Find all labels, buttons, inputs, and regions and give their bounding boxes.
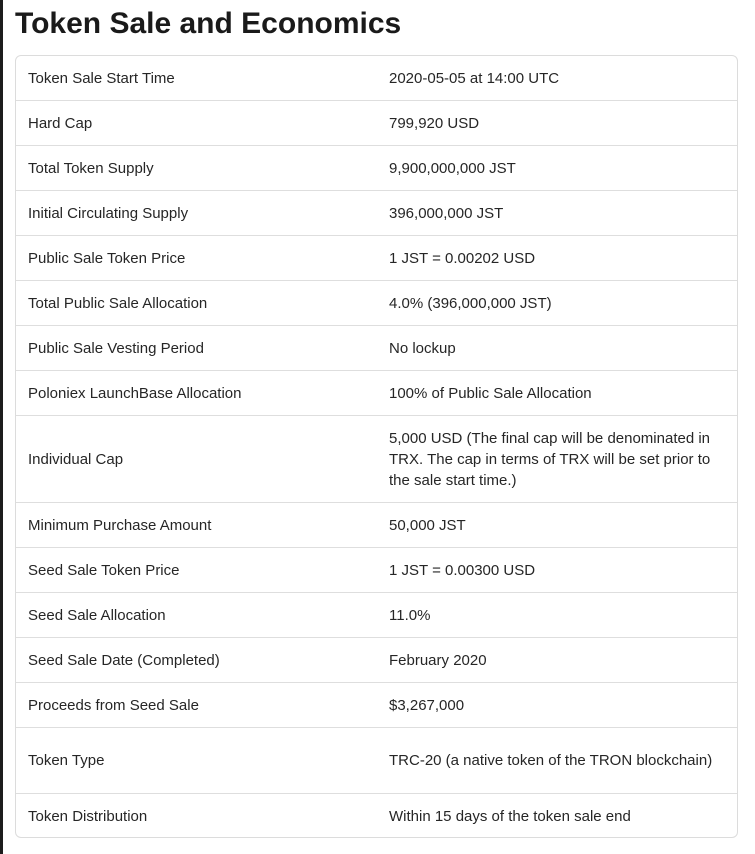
row-label: Total Token Supply [28, 159, 154, 177]
row-label: Seed Sale Allocation [28, 606, 166, 624]
row-value: Within 15 days of the token sale end [389, 807, 631, 825]
table-row [16, 190, 737, 235]
table-row [16, 280, 737, 325]
row-label: Token Sale Start Time [28, 69, 175, 87]
table-row [16, 682, 737, 727]
table-row [16, 100, 737, 145]
row-value: 2020-05-05 at 14:00 UTC [389, 69, 560, 87]
row-label: Hard Cap [28, 114, 93, 132]
row-value: TRC-20 (a native token of the TRON blockchain) [389, 752, 713, 769]
table-row [16, 793, 737, 838]
row-value: 100% of Public Sale Allocation [389, 384, 592, 402]
row-label: Seed Sale Date (Completed) [28, 651, 220, 669]
row-label: Public Sale Vesting Period [28, 339, 204, 357]
table-row [16, 727, 737, 793]
row-value: 11.0% [389, 606, 431, 624]
table-row [16, 145, 737, 190]
table-row [16, 592, 737, 637]
row-value: 1 JST = 0.00300 USD [389, 561, 536, 579]
token-economics-table [15, 55, 738, 838]
row-value: No lockup [389, 339, 456, 357]
table-row [16, 325, 737, 370]
row-label: Individual Cap [28, 450, 124, 468]
row-label: Token Type [28, 752, 105, 769]
table-row [16, 502, 737, 547]
row-value: 396,000,000 JST [389, 204, 504, 222]
row-label: Token Distribution [28, 807, 148, 825]
table-row [16, 235, 737, 280]
table-row [16, 547, 737, 592]
row-value: $3,267,000 [389, 696, 465, 714]
row-value: February 2020 [389, 651, 487, 669]
row-value: 50,000 JST [389, 516, 466, 534]
row-label: Seed Sale Token Price [28, 561, 180, 579]
row-label: Public Sale Token Price [28, 249, 186, 267]
table-row [16, 415, 737, 502]
page-title: Token Sale and Economics [15, 7, 402, 40]
row-value: 9,900,000,000 JST [389, 159, 516, 177]
left-edge-divider [0, 0, 3, 854]
row-value: 4.0% (396,000,000 JST) [389, 294, 552, 312]
row-label: Initial Circulating Supply [28, 204, 189, 222]
row-label: Poloniex LaunchBase Allocation [28, 384, 242, 402]
row-value: 5,000 USD (The final cap will be denominated in TRX. The cap in terms of TRX will be set prior to the sale start time.) [389, 429, 711, 489]
row-value: 799,920 USD [389, 114, 480, 132]
row-label: Minimum Purchase Amount [28, 516, 212, 534]
table-row [16, 637, 737, 682]
row-label: Total Public Sale Allocation [28, 294, 208, 312]
table-row [16, 56, 737, 100]
row-value: 1 JST = 0.00202 USD [389, 249, 536, 267]
table-row [16, 370, 737, 415]
row-label: Proceeds from Seed Sale [28, 696, 199, 714]
